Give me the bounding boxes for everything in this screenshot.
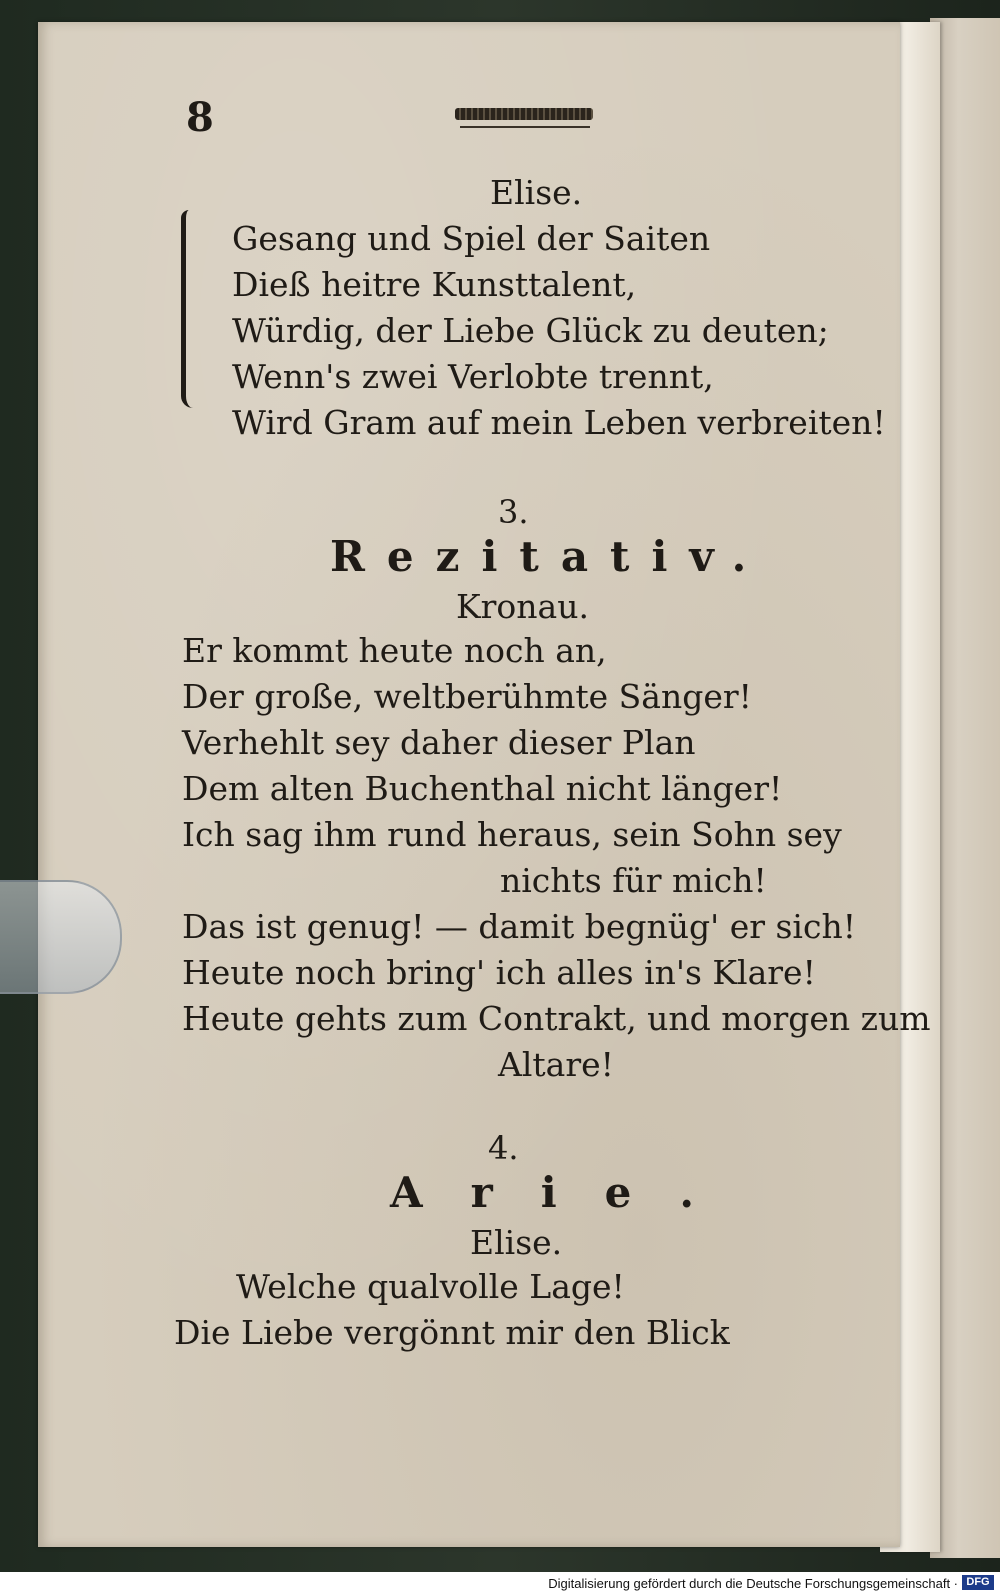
section-number: 4.: [488, 1129, 519, 1167]
verse-line: Verhehlt sey daher dieser Plan: [182, 723, 696, 762]
verse-line: Heute noch bring' ich alles in's Klare!: [182, 953, 816, 992]
verse-line-continuation: Altare!: [498, 1045, 614, 1084]
footer-credit: Digitalisierung gefördert durch die Deutsche Forschungsgemeinschaft ·: [548, 1576, 958, 1591]
section-number: 3.: [498, 493, 529, 531]
verse-line: Dieß heitre Kunsttalent,: [232, 265, 637, 304]
section-title: Arie.: [390, 1168, 743, 1217]
verse-line: Würdig, der Liebe Glück zu deuten;: [232, 311, 829, 350]
adjacent-page-edge: [930, 18, 1000, 1558]
page-number: 8: [186, 94, 214, 141]
verse-line: Gesang und Spiel der Saiten: [232, 219, 711, 258]
speaker-name: Kronau.: [456, 587, 589, 626]
section-title: Rezitativ.: [330, 532, 769, 581]
clip-tab: [0, 880, 122, 994]
verse-line: Ich sag ihm rund heraus, sein Sohn sey: [182, 815, 842, 854]
dfg-logo: DFG: [962, 1575, 994, 1590]
margin-bracket: [181, 210, 200, 408]
verse-line: Das ist genug! — damit begnüg' er sich!: [182, 907, 856, 946]
verse-line: Er kommt heute noch an,: [182, 631, 607, 670]
header-ornament: [455, 108, 593, 120]
verse-line: Welche qualvolle Lage!: [236, 1267, 625, 1306]
verse-line-continuation: nichts für mich!: [500, 861, 767, 900]
verse-line: Wird Gram auf mein Leben verbreiten!: [232, 403, 886, 442]
verse-line: Wenn's zwei Verlobte trennt,: [232, 357, 714, 396]
speaker-name: Elise.: [470, 1223, 563, 1262]
header-rule: [460, 126, 590, 128]
speaker-name: Elise.: [490, 173, 583, 212]
verse-line: Heute gehts zum Contrakt, und morgen zum: [182, 999, 931, 1038]
verse-line: Die Liebe vergönnt mir den Blick: [174, 1313, 730, 1352]
verse-line: Der große, weltberühmte Sänger!: [182, 677, 752, 716]
verse-line: Dem alten Buchenthal nicht länger!: [182, 769, 783, 808]
digitization-footer: [0, 1572, 1000, 1594]
